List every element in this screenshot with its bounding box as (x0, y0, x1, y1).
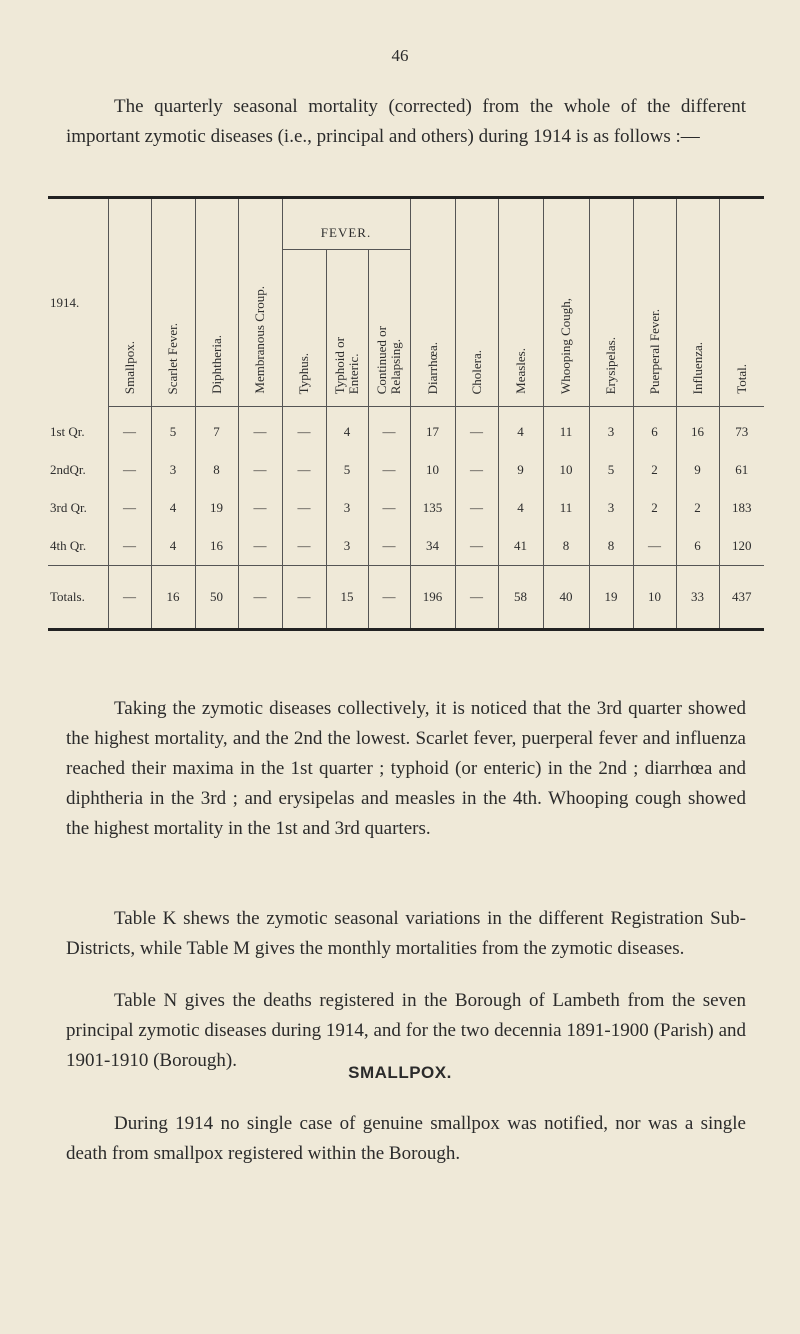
col-header-puerperal-fever: Puerperal Fever. (633, 198, 676, 407)
table-cell: 73 (719, 407, 764, 452)
table-row (48, 407, 764, 452)
totals-row (48, 566, 764, 630)
table-cell: 15 (326, 566, 368, 630)
table-cell: 6 (676, 527, 719, 566)
col-header-erysipelas: Erysipelas. (589, 198, 633, 407)
header-row-top (48, 198, 764, 250)
table-cell: — (108, 407, 151, 452)
table-cell: — (455, 566, 498, 630)
table-cell: 9 (676, 451, 719, 489)
col-header-measles: Measles. (498, 198, 543, 407)
col-header-typhoid: Typhoid or Enteric. (326, 250, 368, 407)
totals-label: Totals. (48, 566, 108, 630)
table-cell: 196 (410, 566, 455, 630)
table-cell: — (238, 451, 282, 489)
table-cell: 3 (151, 451, 195, 489)
table-cell: 6 (633, 407, 676, 452)
page-number: 46 (391, 46, 409, 65)
smallpox-paragraph: During 1914 no single case of genuine smallpox was notified, nor was a single death from smallpox registered within the Borough. (66, 1113, 746, 1164)
table-cell: 3 (326, 489, 368, 527)
table-cell: — (238, 566, 282, 630)
table-cell: 183 (719, 489, 764, 527)
table-cell: 10 (543, 451, 589, 489)
table-cell: 8 (195, 451, 238, 489)
year-header: 1914. (50, 294, 80, 310)
table-cell: — (108, 451, 151, 489)
table-cell: 41 (498, 527, 543, 566)
col-header-total: Total. (719, 198, 764, 407)
col-header-diphtheria: Diphtheria. (195, 198, 238, 407)
row-label: 4th Qr. (50, 538, 87, 553)
table-cell: 16 (195, 527, 238, 566)
table-cell: — (368, 489, 410, 527)
table-cell: 33 (676, 566, 719, 630)
col-header-cholera: Cholera. (455, 198, 498, 407)
table-cell: 2 (633, 489, 676, 527)
table-cell: 61 (719, 451, 764, 489)
table-cell: 2 (633, 451, 676, 489)
table-cell: 4 (151, 489, 195, 527)
table-cell: 19 (589, 566, 633, 630)
table-cell: 5 (326, 451, 368, 489)
table-cell: — (368, 407, 410, 452)
table-cell: — (238, 489, 282, 527)
fever-group-header: FEVER. (282, 198, 410, 250)
table-cell: 10 (410, 451, 455, 489)
table-cell: — (455, 451, 498, 489)
table-cell: 50 (195, 566, 238, 630)
table-cell: — (282, 566, 326, 630)
col-header-scarlet-fever: Scarlet Fever. (151, 198, 195, 407)
table-cell: 135 (410, 489, 455, 527)
table-cell: — (455, 527, 498, 566)
row-label: 1st Qr. (50, 423, 85, 439)
table-cell: 3 (589, 407, 633, 452)
table-cell: 5 (589, 451, 633, 489)
table-cell: 2 (676, 489, 719, 527)
table-cell: 10 (633, 566, 676, 630)
table-cell: — (238, 407, 282, 452)
table-row (48, 489, 764, 527)
col-header-whooping-cough: Whooping Cough, (543, 198, 589, 407)
col-header-continued: Continued or Relapsing. (368, 250, 410, 407)
table-cell: — (108, 527, 151, 566)
quarterly-mortality-table (48, 196, 764, 631)
table-cell: — (282, 407, 326, 452)
table-cell: — (238, 527, 282, 566)
table-cell: — (282, 451, 326, 489)
table-cell: 16 (151, 566, 195, 630)
table-cell: 4 (498, 489, 543, 527)
col-header-diarrhoea: Diarrhœa. (410, 198, 455, 407)
table-cell: — (282, 527, 326, 566)
col-header-smallpox: Smallpox. (108, 198, 151, 407)
section-heading-smallpox: SMALLPOX. (348, 1063, 452, 1082)
col-header-typhus: Typhus. (282, 250, 326, 407)
table-cell: 16 (676, 407, 719, 452)
table-cell: 4 (151, 527, 195, 566)
table-cell: — (368, 566, 410, 630)
table-cell: 3 (326, 527, 368, 566)
table-cell: 7 (195, 407, 238, 452)
table-cell: 8 (589, 527, 633, 566)
intro-paragraph: The quarterly seasonal mortality (corrected) from the whole of the different important zymotic diseases (i.e., principal and others) during 1914 is as follows :— (66, 96, 746, 147)
body-paragraph-3: Table N gives the deaths registered in the Borough of Lambeth from the seven principal zymotic diseases during 1914, and for the two decennia 1891-1900 (Parish) and 1901-1910 (Borough). (66, 990, 746, 1071)
body-paragraph-2: Table K shews the zymotic seasonal variations in the different Registration Sub-Districts, while Table M gives the monthly mortalities from the zymotic diseases. (66, 908, 746, 959)
table-cell: 40 (543, 566, 589, 630)
table-cell: — (368, 451, 410, 489)
row-label: 2ndQr. (50, 462, 86, 477)
col-header-membranous-croup: Membranous Croup. (238, 198, 282, 407)
table-cell: 4 (498, 407, 543, 452)
table-cell: — (455, 407, 498, 452)
table-cell: — (368, 527, 410, 566)
table-cell: 3 (589, 489, 633, 527)
table-row (48, 527, 764, 566)
col-header-influenza: Influenza. (676, 198, 719, 407)
table-row (48, 451, 764, 489)
table-cell: — (108, 489, 151, 527)
mortality-table-container (48, 196, 764, 631)
table-cell: 11 (543, 407, 589, 452)
table-cell: 437 (719, 566, 764, 630)
table-cell: 19 (195, 489, 238, 527)
table-cell: 120 (719, 527, 764, 566)
table-cell: 58 (498, 566, 543, 630)
table-cell: 34 (410, 527, 455, 566)
table-cell: 8 (543, 527, 589, 566)
table-cell: 5 (151, 407, 195, 452)
body-paragraph-1: Taking the zymotic diseases collectively, it is noticed that the 3rd quarter showed the highest mortality, and the 2nd the lowest. Scarlet fever, puerperal fever and influenza reached their maxima in the 1st quarter ; typhoid (or enteric) in the 2nd ; diarrhœa and diphtheria in the 3rd ; and erysipelas and measles in the 4th. Whooping cough showed the highest mortality in the 1st and 3rd quarters. (66, 698, 746, 839)
table-cell: 17 (410, 407, 455, 452)
table-cell: 9 (498, 451, 543, 489)
table-cell: 4 (326, 407, 368, 452)
table-cell: — (108, 566, 151, 630)
table-cell: — (633, 527, 676, 566)
table-cell: 11 (543, 489, 589, 527)
row-label: 3rd Qr. (50, 500, 87, 515)
table-cell: — (282, 489, 326, 527)
table-cell: — (455, 489, 498, 527)
